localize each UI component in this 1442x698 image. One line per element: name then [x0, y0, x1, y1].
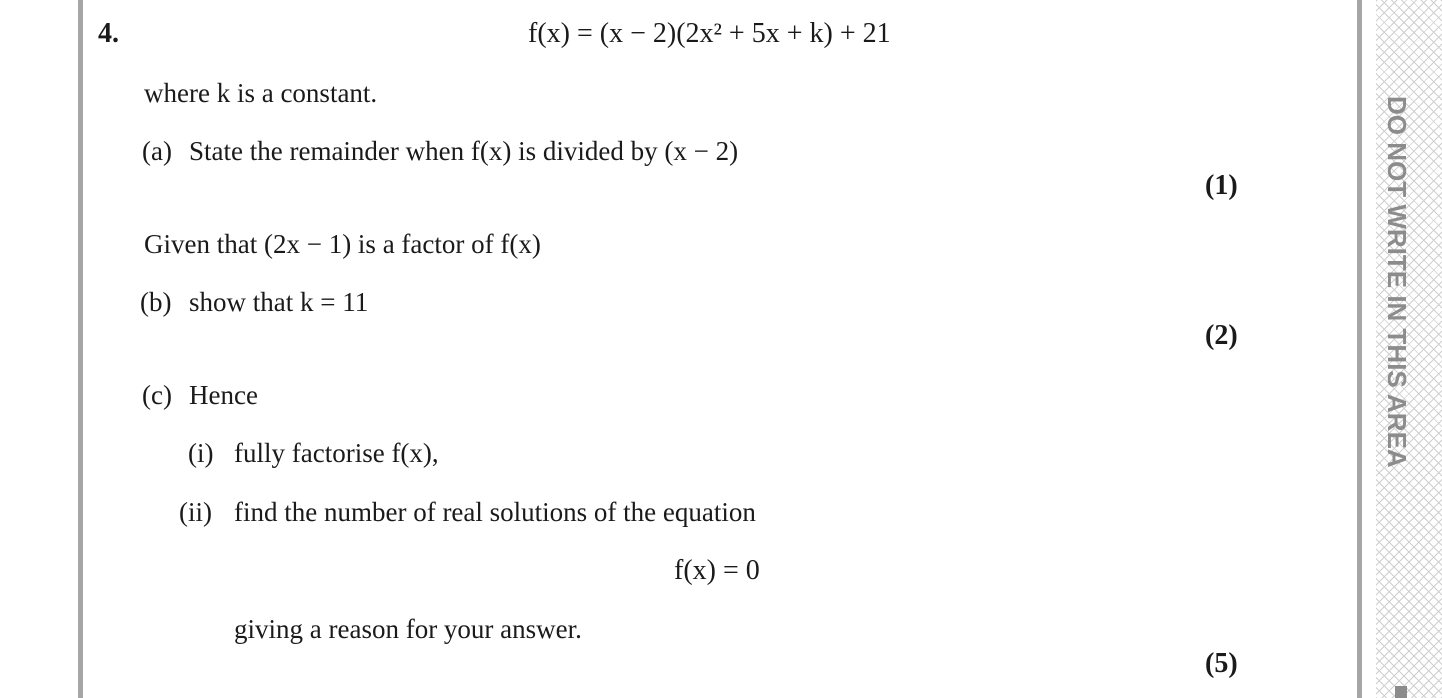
part-c-ii-reason: giving a reason for your answer. — [234, 614, 582, 644]
right-margin-rule — [1357, 0, 1362, 698]
part-c-label: (c) — [142, 380, 172, 410]
part-c-i-text: fully factorise f(x), — [234, 438, 439, 468]
part-c-ii-text: find the number of real solutions of the equation — [234, 497, 756, 527]
part-a-marks: (1) — [1205, 170, 1238, 201]
part-b-text: show that k = 11 — [189, 287, 369, 317]
part-c-text: Hence — [189, 380, 258, 410]
where-line: where k is a constant. — [144, 78, 378, 108]
part-a-text: State the remainder when f(x) is divided by (x − 2) — [189, 136, 739, 166]
part-b-marks: (2) — [1205, 320, 1238, 351]
question-number: 4. — [98, 18, 119, 49]
given-line: Given that (2x − 1) is a factor of f(x) — [144, 229, 541, 259]
part-b-label: (b) — [140, 287, 172, 317]
part-c-marks: (5) — [1205, 648, 1238, 679]
margin-warning-fragment — [1395, 686, 1407, 698]
part-c-ii-label: (ii) — [179, 497, 212, 527]
do-not-write-warning: DO NOT WRITE IN THIS AREA — [1382, 96, 1412, 468]
part-a-label: (a) — [142, 136, 172, 166]
left-margin-rule — [78, 0, 83, 698]
part-c-ii-equation: f(x) = 0 — [674, 555, 760, 586]
part-c-i-label: (i) — [188, 438, 214, 468]
main-equation: f(x) = (x − 2)(2x² + 5x + k) + 21 — [528, 18, 891, 49]
